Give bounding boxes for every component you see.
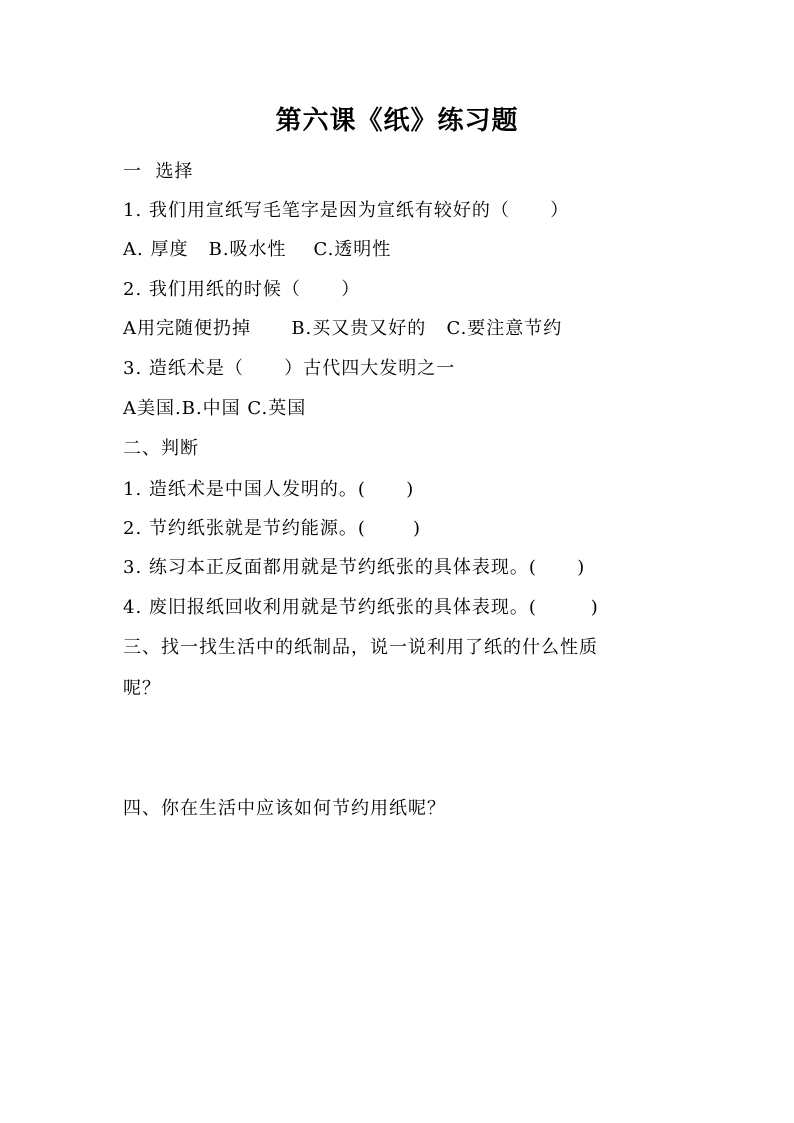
question-choice-3: 3. 造纸术是（ ）古代四大发明之一 (123, 358, 456, 379)
section-heading-judge: 二、判断 (123, 438, 199, 459)
question-choice-2: 2. 我们用纸的时候（ ） (123, 279, 361, 300)
options-choice-3: A美国.B.中国 C.英国 (123, 398, 307, 419)
section-heading-save-paper: 四、你在生活中应该如何节约用纸呢？ (123, 798, 446, 819)
options-choice-1: A. 厚度 B.吸水性 C.透明性 (123, 239, 392, 260)
question-judge-2: 2. 节约纸张就是节约能源。( ) (123, 518, 421, 539)
options-choice-2: A用完随便扔掉 B.买又贵又好的 C.要注意节约 (123, 318, 563, 339)
question-choice-1: 1. 我们用宣纸写毛笔字是因为宣纸有较好的（ ） (123, 200, 570, 221)
section-heading-find-continued: 呢？ (123, 678, 161, 699)
question-judge-1: 1. 造纸术是中国人发明的。( ) (123, 479, 415, 500)
section-heading-find: 三、找一找生活中的纸制品，说一说利用了纸的什么性质 (123, 637, 598, 658)
question-judge-3: 3. 练习本正反面都用就是节约纸张的具体表现。( ) (123, 557, 586, 578)
question-judge-4: 4. 废旧报纸回收利用就是节约纸张的具体表现。( ) (123, 597, 599, 618)
section-heading-choice: 一 选择 (123, 161, 194, 182)
page-title: 第六课《纸》练习题 (275, 106, 519, 136)
